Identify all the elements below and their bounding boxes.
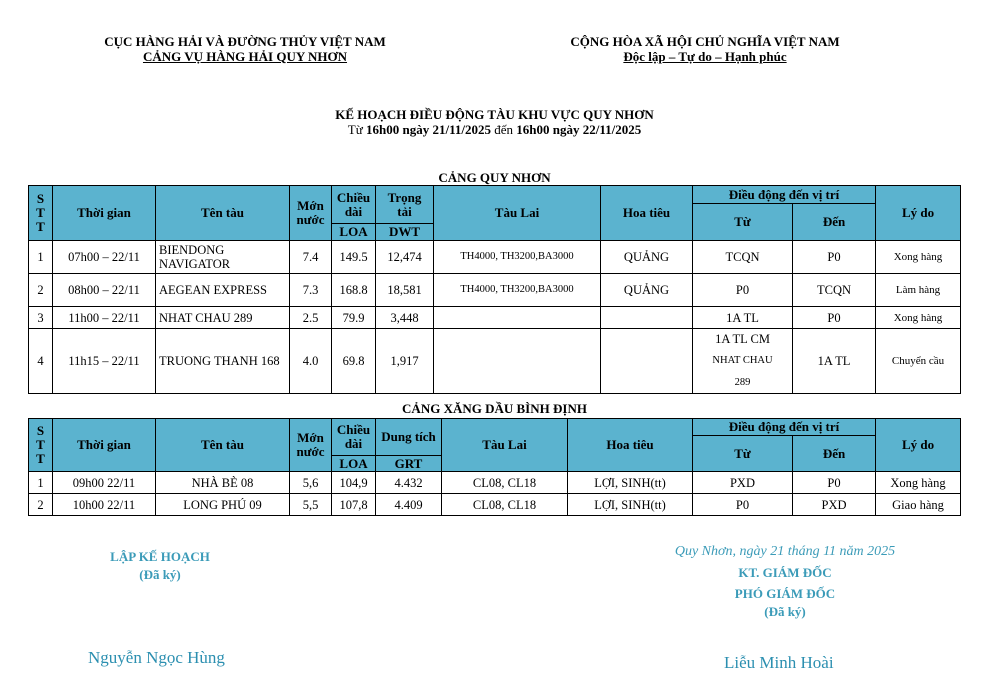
place-date: Quy Nhơn, ngày 21 tháng 11 năm 2025 <box>674 544 896 559</box>
period-mid: đến <box>490 122 517 137</box>
cell-tug: CL08, CL18 <box>442 472 568 494</box>
header-length: Chiều dài <box>332 186 376 224</box>
cell-time: 11h00 – 22/11 <box>53 307 156 329</box>
national-motto: Độc lập – Tự do – Hạnh phúc <box>623 49 787 64</box>
cell-draft: 7.4 <box>290 241 332 274</box>
cell-grt: 4.432 <box>376 472 442 494</box>
cell-pilot: QUẢNG <box>601 274 693 307</box>
country-name: CỘNG HÒA XÃ HỘI CHỦ NGHĨA VIỆT NAM <box>570 34 840 49</box>
table-row <box>29 494 961 516</box>
cell-pilot: QUẢNG <box>601 241 693 274</box>
cell-from: P0 <box>693 494 793 516</box>
cell-tug: CL08, CL18 <box>442 494 568 516</box>
cell-reason: Xong hàng <box>876 472 961 494</box>
planner-signature-block <box>80 548 240 584</box>
cell-time: 09h00 22/11 <box>53 472 156 494</box>
table-row <box>29 307 961 329</box>
period-prefix: Từ <box>347 122 367 137</box>
cell-loa: 69.8 <box>332 329 376 394</box>
plan-title-block <box>0 107 989 137</box>
cell-time: 08h00 – 22/11 <box>53 274 156 307</box>
table-row <box>29 241 961 274</box>
header-to: Đến <box>793 436 876 472</box>
cell-draft: 5,6 <box>290 472 332 494</box>
cell-ship: BIENDONG NAVIGATOR <box>156 241 290 274</box>
cell-time: 11h15 – 22/11 <box>53 329 156 394</box>
header-loa: LOA <box>332 456 376 472</box>
national-header <box>540 34 870 64</box>
cell-tug <box>434 329 601 394</box>
cell-stt: 4 <box>29 329 53 394</box>
director-signature-block <box>640 543 930 621</box>
cell-pilot <box>601 329 693 394</box>
cell-draft: 2.5 <box>290 307 332 329</box>
plan-title: KẾ HOẠCH ĐIỀU ĐỘNG TÀU KHU VỰC QUY NHƠN <box>335 107 654 122</box>
header-reason: Lý do <box>876 186 961 241</box>
header-draft: Mớn nước <box>290 186 332 241</box>
cell-tug <box>434 307 601 329</box>
header-grt: GRT <box>376 456 442 472</box>
header-from: Từ <box>693 436 793 472</box>
director-role-1: KT. GIÁM ĐỐC <box>738 565 832 580</box>
header-dwt: DWT <box>376 224 434 241</box>
cell-to: P0 <box>793 472 876 494</box>
cell-stt: 3 <box>29 307 53 329</box>
table-row <box>29 329 961 394</box>
cell-time: 10h00 22/11 <box>53 494 156 516</box>
cell-tug: TH4000, TH3200,BA3000 <box>434 241 601 274</box>
header-ship: Tên tàu <box>156 186 290 241</box>
agency-name: CẢNG VỤ HÀNG HẢI QUY NHƠN <box>142 49 348 64</box>
header-stt: S T T <box>29 186 53 241</box>
cell-ship: LONG PHÚ 09 <box>156 494 290 516</box>
header-time: Thời gian <box>53 419 156 472</box>
plan-period <box>0 122 989 137</box>
planner-role: LẬP KẾ HOẠCH <box>110 549 210 564</box>
header-ship: Tên tàu <box>156 419 290 472</box>
cell-to: PXD <box>793 494 876 516</box>
cell-to: TCQN <box>793 274 876 307</box>
header-loa: LOA <box>332 224 376 241</box>
header-move: Điều động đến vị trí <box>693 419 876 436</box>
header-time: Thời gian <box>53 186 156 241</box>
planner-name: Nguyễn Ngọc Hùng <box>88 648 225 667</box>
binh-dinh-schedule-table <box>28 418 961 516</box>
header-tug: Tàu Lai <box>434 186 601 241</box>
cell-stt: 2 <box>29 494 53 516</box>
table-row <box>29 472 961 494</box>
cell-reason: Xong hàng <box>876 241 961 274</box>
cell-ship: AEGEAN EXPRESS <box>156 274 290 307</box>
cell-pilot: LỢI, SINH(tt) <box>568 472 693 494</box>
cell-tug: TH4000, TH3200,BA3000 <box>434 274 601 307</box>
cell-to: P0 <box>793 307 876 329</box>
cell-loa: 104,9 <box>332 472 376 494</box>
director-name: Liễu Minh Hoài <box>724 653 834 672</box>
cell-dwt: 12,474 <box>376 241 434 274</box>
cell-time: 07h00 – 22/11 <box>53 241 156 274</box>
cell-stt: 2 <box>29 274 53 307</box>
cell-draft: 5,5 <box>290 494 332 516</box>
cell-dwt: 3,448 <box>376 307 434 329</box>
header-length: Chiều dài <box>332 419 376 456</box>
cell-from: TCQN <box>693 241 793 274</box>
cell-pilot: LỢI, SINH(tt) <box>568 494 693 516</box>
header-from: Từ <box>693 204 793 241</box>
quy-nhon-schedule-table <box>28 185 961 394</box>
cell-stt: 1 <box>29 241 53 274</box>
cell-dwt: 1,917 <box>376 329 434 394</box>
planner-signed-note: (Đã ký) <box>139 567 181 582</box>
period-to: 16h00 ngày 22/11/2025 <box>516 122 642 137</box>
cell-loa: 149.5 <box>332 241 376 274</box>
cell-reason: Xong hàng <box>876 307 961 329</box>
cell-from: PXD <box>693 472 793 494</box>
cell-reason: Chuyển cầu <box>876 329 961 394</box>
cell-to: 1A TL <box>793 329 876 394</box>
header-tug: Tàu Lai <box>442 419 568 472</box>
cell-from: P0 <box>693 274 793 307</box>
agency-header <box>80 34 410 64</box>
header-draft: Mớn nước <box>290 419 332 472</box>
cell-ship: TRUONG THANH 168 <box>156 329 290 394</box>
cell-from: 1A TL <box>693 307 793 329</box>
cell-loa: 107,8 <box>332 494 376 516</box>
cell-reason: Giao hàng <box>876 494 961 516</box>
cell-dwt: 18,581 <box>376 274 434 307</box>
cell-draft: 7.3 <box>290 274 332 307</box>
header-move: Điều động đến vị trí <box>693 186 876 204</box>
cell-draft: 4.0 <box>290 329 332 394</box>
cell-ship: NHÀ BÈ 08 <box>156 472 290 494</box>
cell-pilot <box>601 307 693 329</box>
header-pilot: Hoa tiêu <box>568 419 693 472</box>
director-role-2: PHÓ GIÁM ĐỐC <box>734 586 836 601</box>
cell-from: 1A TL CM NHAT CHAU 289 <box>693 329 793 394</box>
section-title-quy-nhon: CẢNG QUY NHƠN <box>438 170 551 185</box>
header-tonnage: Trọng tải <box>376 186 434 224</box>
cell-ship: NHAT CHAU 289 <box>156 307 290 329</box>
ministry-name: CỤC HÀNG HẢI VÀ ĐƯỜNG THỦY VIỆT NAM <box>104 34 386 49</box>
cell-grt: 4.409 <box>376 494 442 516</box>
cell-stt: 1 <box>29 472 53 494</box>
section-title-binh-dinh: CẢNG XĂNG DẦU BÌNH ĐỊNH <box>402 401 587 416</box>
header-stt: S T T <box>29 419 53 472</box>
cell-loa: 79.9 <box>332 307 376 329</box>
header-reason: Lý do <box>876 419 961 472</box>
header-to: Đến <box>793 204 876 241</box>
director-signed-note: (Đã ký) <box>764 604 806 619</box>
header-capacity: Dung tích <box>376 419 442 456</box>
period-from: 16h00 ngày 21/11/2025 <box>366 122 491 137</box>
header-pilot: Hoa tiêu <box>601 186 693 241</box>
cell-reason: Làm hàng <box>876 274 961 307</box>
cell-to: P0 <box>793 241 876 274</box>
cell-loa: 168.8 <box>332 274 376 307</box>
table-row <box>29 274 961 307</box>
